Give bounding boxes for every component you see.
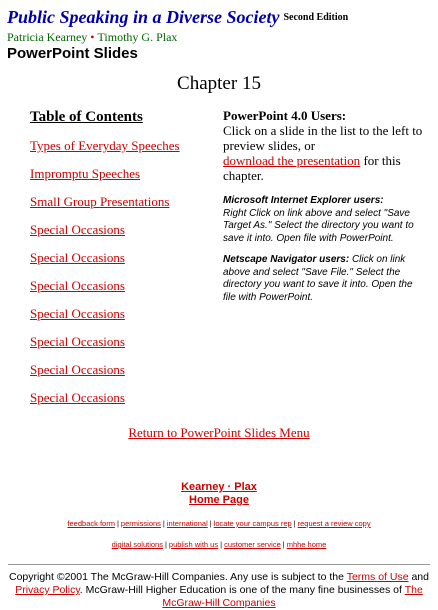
mhhe-home-link[interactable]: mhhe home <box>286 540 327 549</box>
ie-text: Right Click on link above and select "Save Target As." Select the directory you want to save it into. Open file with PowerPoint. <box>223 207 414 244</box>
toc-link-impromptu-speeches[interactable]: Impromptu Speeches <box>30 166 141 181</box>
toc-link-small-group-presentations[interactable]: Small Group Presentations <box>30 194 170 209</box>
author-plax: Timothy G. Plax <box>97 30 178 44</box>
footer-separator: | <box>282 540 285 549</box>
footer-separator: | <box>209 519 212 528</box>
review-copy-link[interactable]: request a review copy <box>297 519 371 528</box>
chapter-heading: Chapter 15 <box>177 73 261 94</box>
info-text-2: for this chapter. <box>223 153 401 183</box>
toc-link-special-occasions-2[interactable]: Special Occasions <box>30 250 125 265</box>
toc-link-special-occasions-6[interactable]: Special Occasions <box>30 362 125 377</box>
feedback-form-link[interactable]: feedback form <box>67 519 115 528</box>
section-title: PowerPoint Slides <box>7 45 138 62</box>
footer-links-row-1 <box>0 519 438 528</box>
footer-separator: | <box>293 519 296 528</box>
download-instructions <box>223 108 428 313</box>
info-text-1: Click on a slide in the list to the left to preview slides, or <box>223 123 423 153</box>
info-title: PowerPoint 4.0 Users: <box>223 108 347 123</box>
return-row <box>0 425 438 441</box>
mcgraw-hill-companies-link[interactable]: The McGraw-Hill Companies <box>162 584 423 609</box>
home-page-link[interactable]: Home Page <box>189 494 249 506</box>
ie-instructions <box>223 195 428 245</box>
privacy-policy-link[interactable]: Privacy Policy <box>15 584 80 596</box>
toc-link-special-occasions-7[interactable]: Special Occasions <box>30 390 125 405</box>
book-title-text[interactable]: Public Speaking in a Diverse Society <box>7 7 280 27</box>
toc-link-special-occasions-4[interactable]: Special Occasions <box>30 306 125 321</box>
footer-separator: | <box>162 519 165 528</box>
copyright-notice <box>6 571 432 610</box>
copyright-text-1: Copyright ©2001 The McGraw-Hill Companies. Any use is subject to the <box>9 571 344 583</box>
toc-link-types-of-everyday-speeches[interactable]: Types of Everyday Speeches <box>30 138 180 153</box>
header <box>7 6 432 62</box>
copyright-text-2: . McGraw-Hill Higher Education is one of the many fine businesses of <box>79 584 402 596</box>
terms-of-use-link[interactable]: Terms of Use <box>346 571 409 583</box>
home-link-authors[interactable]: Kearney · Plax <box>181 481 257 493</box>
netscape-instructions <box>223 254 428 304</box>
info-text <box>223 123 428 183</box>
ns-text: Click on link above and select "Save File." Select the directory you want to save it into. Open the file with PowerPoint. <box>223 254 413 303</box>
footer-separator: | <box>220 540 223 549</box>
authors <box>7 30 432 44</box>
ie-label: Microsoft Internet Explorer users: <box>223 195 384 206</box>
copyright-and: and <box>411 571 429 583</box>
ns-label: Netscape Navigator users: <box>223 254 350 265</box>
campus-rep-link[interactable]: locate your campus rep <box>213 519 292 528</box>
footer-separator: | <box>164 540 167 549</box>
permissions-link[interactable]: permissions <box>120 519 161 528</box>
book-title[interactable] <box>7 6 432 29</box>
digital-solutions-link[interactable]: digital solutions <box>111 540 163 549</box>
author-kearney: Patricia Kearney <box>7 30 88 44</box>
return-to-menu-link[interactable]: Return to PowerPoint Slides Menu <box>128 425 310 440</box>
toc-link-special-occasions-1[interactable]: Special Occasions <box>30 222 125 237</box>
table-of-contents <box>30 108 220 418</box>
footer-divider <box>8 564 430 565</box>
home-page-link-block <box>0 481 438 507</box>
toc-link-special-occasions-3[interactable]: Special Occasions <box>30 278 125 293</box>
toc-link-special-occasions-5[interactable]: Special Occasions <box>30 334 125 349</box>
edition-label: Second Edition <box>283 12 349 23</box>
download-presentation-link[interactable]: download the presentation <box>223 153 361 168</box>
publish-with-us-link[interactable]: publish with us <box>168 540 219 549</box>
customer-service-link[interactable]: customer service <box>224 540 281 549</box>
international-link[interactable]: international <box>166 519 208 528</box>
author-separator: • <box>90 30 95 44</box>
toc-title: Table of Contents <box>30 109 143 125</box>
footer-separator: | <box>116 519 119 528</box>
footer-links-row-2 <box>0 540 438 549</box>
